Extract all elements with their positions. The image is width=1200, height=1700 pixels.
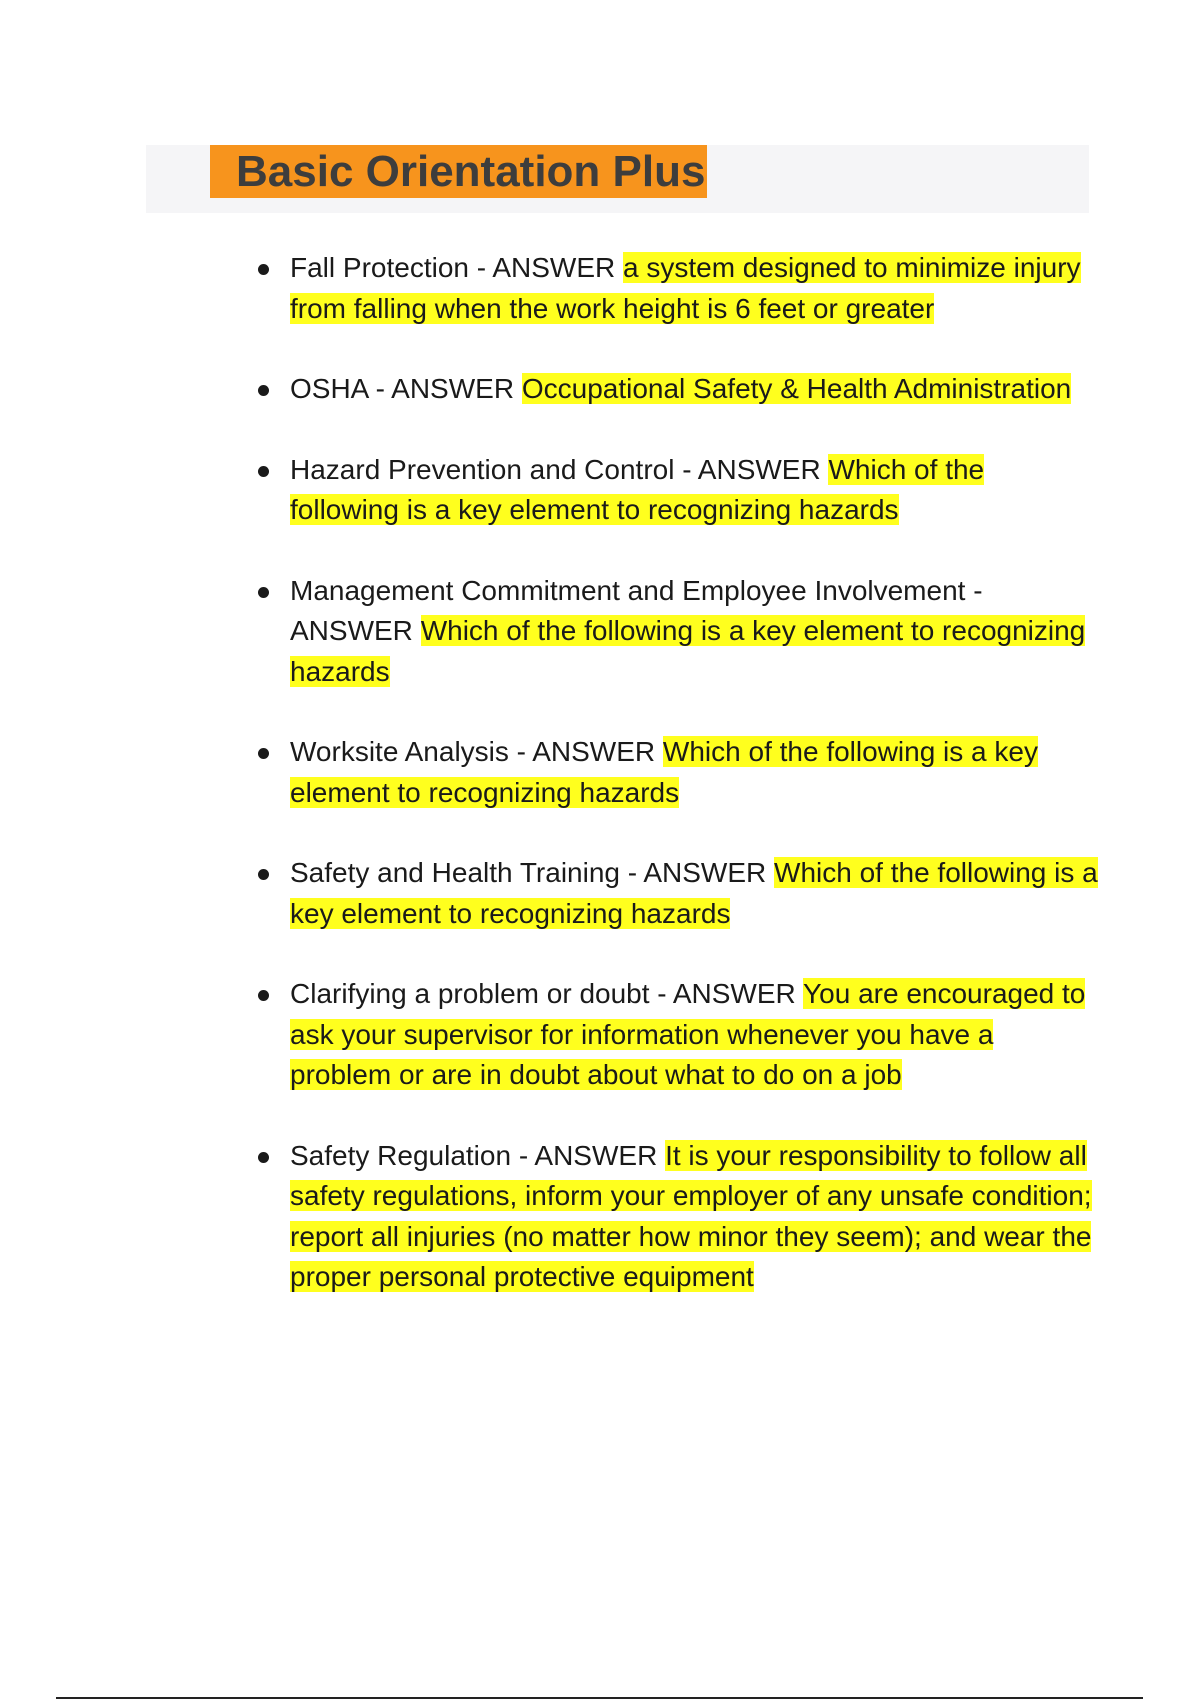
answer-keyword: ANSWER: [391, 373, 515, 404]
bullet-icon: [258, 1152, 269, 1163]
bullet-icon: [258, 748, 269, 759]
answer-text: Which of the following is a key element to recognizing hazards: [290, 453, 985, 525]
answer-text: a system designed to minimize injury from falling when the work height is 6 feet or greater: [290, 252, 1081, 324]
separator-text: -: [965, 574, 983, 606]
answer-keyword: ANSWER: [290, 615, 413, 646]
qa-list: [250, 248, 1100, 1338]
answer-keyword: ANSWER: [492, 252, 616, 283]
bullet-icon: [258, 466, 269, 477]
list-item: [250, 369, 1100, 410]
term-text: Worksite Analysis: [290, 736, 509, 767]
separator-text: -: [508, 736, 533, 767]
answer-keyword: ANSWER: [534, 1139, 658, 1171]
term-text: Safety and Health Training: [290, 857, 620, 888]
bullet-icon: [258, 587, 269, 598]
bullet-icon: [258, 385, 269, 396]
bullet-icon: [258, 264, 269, 275]
answer-text: You are encouraged to ask your supervisor for information whenever you have a problem or are in doubt about what to do on a job: [290, 978, 1086, 1090]
footer-rule: [56, 1697, 1143, 1699]
separator-text: -: [511, 1139, 535, 1171]
term-text: Hazard Prevention and Control: [290, 453, 675, 485]
list-item: [250, 1136, 1100, 1298]
answer-text: It is your responsibility to follow all safety regulations, inform your employer of any unsafe condition; report all injuries (no matter how minor they seem); and wear the proper personal protective equipment: [290, 1139, 1092, 1292]
list-item: [250, 853, 1100, 934]
separator-text: -: [367, 373, 392, 404]
term-text: Fall Protection: [290, 252, 469, 283]
answer-keyword: ANSWER: [672, 978, 796, 1009]
bullet-icon: [258, 869, 269, 880]
answer-text: Which of the following is a key element to recognizing hazards: [290, 615, 1086, 687]
list-item: [250, 450, 1100, 531]
term-text: OSHA: [290, 373, 368, 404]
list-item: [250, 974, 1100, 1096]
term-text: Safety Regulation: [290, 1139, 512, 1171]
list-item: [250, 571, 1100, 693]
separator-text: -: [674, 453, 698, 485]
list-item: [250, 248, 1100, 329]
page-title: Basic Orientation Plus: [210, 145, 707, 198]
answer-keyword: ANSWER: [532, 736, 656, 767]
answer-keyword: ANSWER: [643, 857, 767, 888]
answer-text: Occupational Safety & Health Administration: [521, 373, 1072, 404]
separator-text: -: [649, 978, 673, 1009]
answer-keyword: ANSWER: [697, 453, 821, 485]
answer-text: Which of the following is a key element to recognizing hazards: [290, 857, 1098, 929]
term-text: Management Commitment and Employee Involvement: [290, 574, 966, 606]
separator-text: -: [468, 252, 493, 283]
bullet-icon: [258, 990, 269, 1001]
term-text: Clarifying a problem or doubt: [290, 978, 650, 1009]
separator-text: -: [619, 857, 644, 888]
answer-text: Which of the following is a key element to recognizing hazards: [290, 736, 1038, 808]
list-item: [250, 732, 1100, 813]
